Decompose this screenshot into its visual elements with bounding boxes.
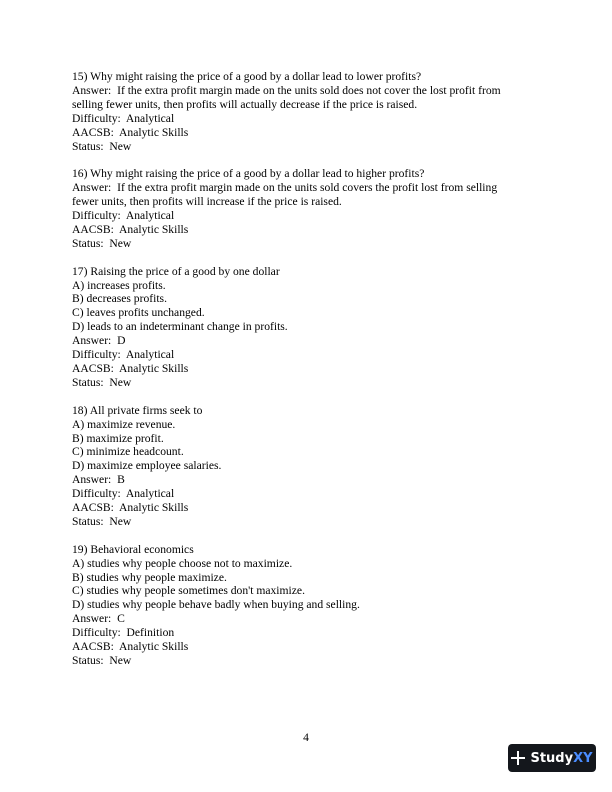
question-17 xyxy=(72,265,540,390)
question-stem xyxy=(72,543,540,557)
badge-word-part1: Study xyxy=(530,750,574,766)
status: Status: New xyxy=(72,375,132,389)
question-stem-text: Why might raising the price of a good by a dollar lead to higher profits? xyxy=(90,167,425,181)
aacsb: AACSB: Analytic Skills xyxy=(72,640,189,654)
question-18 xyxy=(72,404,540,529)
question-stem xyxy=(72,70,540,84)
question-stem-text: Why might raising the price of a good by a dollar lead to lower profits? xyxy=(90,70,422,83)
status: Status: New xyxy=(72,236,132,250)
difficulty: Difficulty: Analytical xyxy=(72,487,175,501)
question-list xyxy=(72,70,540,682)
studyxy-badge[interactable] xyxy=(508,744,596,772)
option-c: C) leaves profits unchanged. xyxy=(72,306,205,320)
page-number: 4 xyxy=(303,731,309,744)
option-d: D) maximize employee salaries. xyxy=(72,459,222,473)
aacsb: AACSB: Analytic Skills xyxy=(72,125,189,139)
option-a: A) maximize revenue. xyxy=(72,417,176,431)
question-number: 15) xyxy=(72,70,88,83)
status: Status: New xyxy=(72,654,132,667)
question-19 xyxy=(72,543,540,668)
option-c: C) studies why people sometimes don't maximize. xyxy=(72,584,305,598)
aacsb: AACSB: Analytic Skills xyxy=(72,222,189,236)
question-stem xyxy=(72,265,540,279)
option-d: D) studies why people behave badly when buying and selling. xyxy=(72,598,360,612)
difficulty: Difficulty: Analytical xyxy=(72,209,175,223)
answer-line: fewer units, then profits will increase if the price is raised. xyxy=(72,195,342,209)
option-b: B) decreases profits. xyxy=(72,292,167,306)
plus-icon xyxy=(511,751,525,765)
status: Status: New xyxy=(72,139,132,153)
option-d: D) leads to an indeterminant change in profits. xyxy=(72,320,288,334)
question-stem-text: Behavioral economics xyxy=(90,542,194,556)
question-number: 18) xyxy=(72,403,88,417)
difficulty: Difficulty: Definition xyxy=(72,626,175,640)
question-stem xyxy=(72,404,540,418)
question-stem xyxy=(72,167,540,181)
option-a: A) studies why people choose not to maximize. xyxy=(72,556,293,570)
option-c: C) minimize headcount. xyxy=(72,445,184,459)
difficulty: Difficulty: Analytical xyxy=(72,348,175,362)
option-b: B) studies why people maximize. xyxy=(72,570,227,584)
option-a: A) increases profits. xyxy=(72,278,166,292)
difficulty: Difficulty: Analytical xyxy=(72,111,175,125)
answer: Answer: D xyxy=(72,334,126,348)
status: Status: New xyxy=(72,514,132,528)
answer: Answer: C xyxy=(72,612,125,626)
answer-line: Answer: If the extra profit margin made on the units sold covers the profit lost from selling xyxy=(72,181,498,195)
badge-word-part2: XY xyxy=(573,750,593,766)
question-number: 16) xyxy=(72,167,88,181)
aacsb: AACSB: Analytic Skills xyxy=(72,362,189,375)
question-stem-text: Raising the price of a good by one dollar xyxy=(90,264,280,278)
answer: Answer: B xyxy=(72,473,125,487)
aacsb: AACSB: Analytic Skills xyxy=(72,501,189,515)
question-number: 17) xyxy=(72,264,88,278)
answer-line: selling fewer units, then profits will actually decrease if the price is raised. xyxy=(72,97,418,111)
question-stem-text: All private firms seek to xyxy=(89,403,203,417)
question-16 xyxy=(72,167,540,250)
badge-wordmark xyxy=(530,751,592,766)
option-b: B) maximize profit. xyxy=(72,431,164,445)
question-number: 19) xyxy=(72,542,88,556)
answer-line: Answer: If the extra profit margin made on the units sold does not cover the lost profit from xyxy=(72,83,501,97)
question-15 xyxy=(72,70,540,153)
